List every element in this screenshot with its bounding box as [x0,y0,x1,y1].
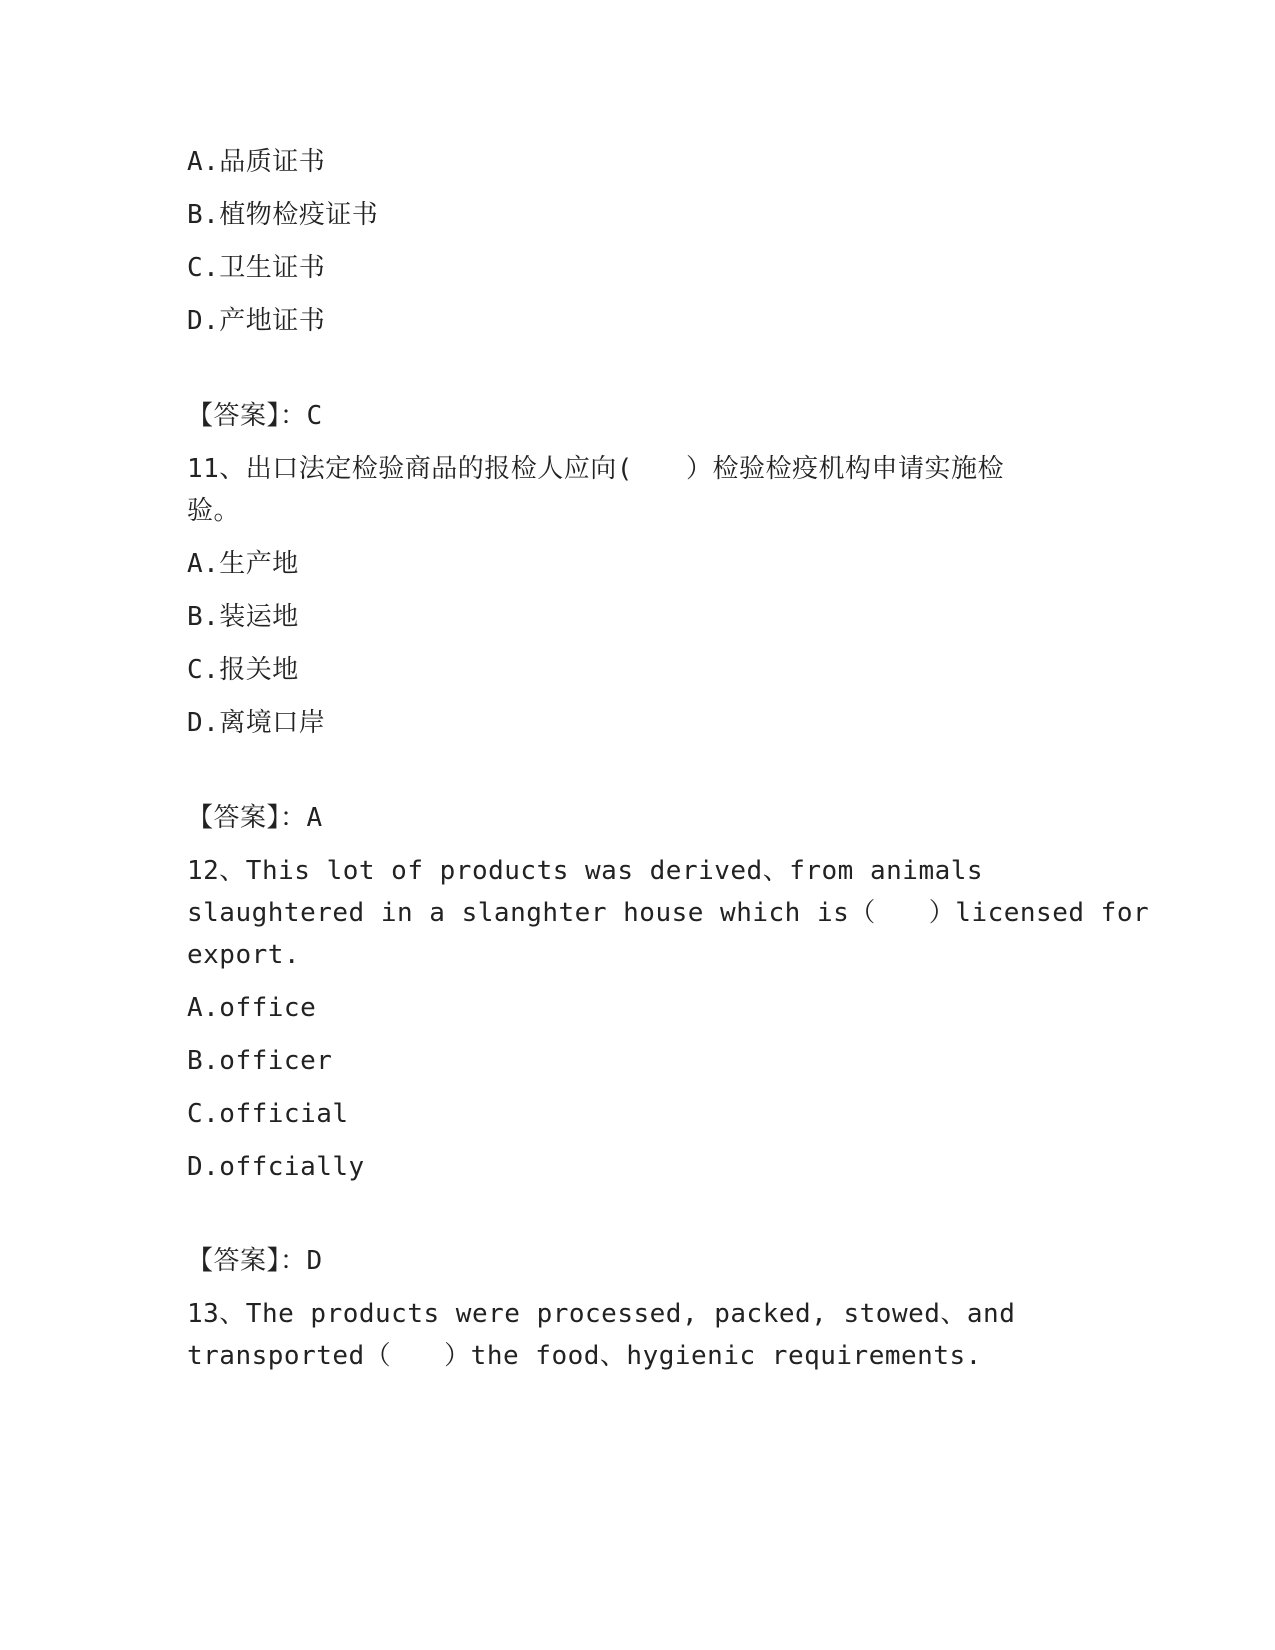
q11-option-a: A.生产地 [187,549,299,579]
q10-answer: 【答案】：C [187,401,323,431]
q12-option-b: B.officer [187,1046,333,1076]
q10-option-b: B.植物检疫证书 [187,200,379,230]
q12-question-line1: 12、This lot of products was derived、from animals [187,856,984,886]
q10-option-a: A.品质证书 [187,147,326,177]
q11-question-line2: 验。 [187,496,241,526]
q12-option-c: C.official [187,1099,349,1129]
q13-question-line1: 13、The products were processed, packed, stowed、and [187,1299,1016,1329]
q11-option-b: B.装运地 [187,602,299,632]
q11-option-c: C.报关地 [187,655,299,685]
q12-option-d: D.offcially [187,1152,365,1182]
q11-option-d: D.离境口岸 [187,708,326,738]
q11-question-line1: 11、出口法定检验商品的报检人应向( ）检验检疫机构申请实施检 [187,454,1004,484]
q12-question-line2: slaughtered in a slanghter house which is（ ）licensed for [187,898,1150,928]
q12-answer: 【答案】：D [187,1246,323,1276]
q10-option-d: D.产地证书 [187,306,326,336]
q10-option-c: C.卫生证书 [187,253,326,283]
q13-question-line2: transported（ ）the food、hygienic requirements. [187,1341,982,1371]
q12-question-line3: export. [187,940,301,970]
q11-answer: 【答案】：A [187,803,323,833]
q12-option-a: A.office [187,993,317,1023]
